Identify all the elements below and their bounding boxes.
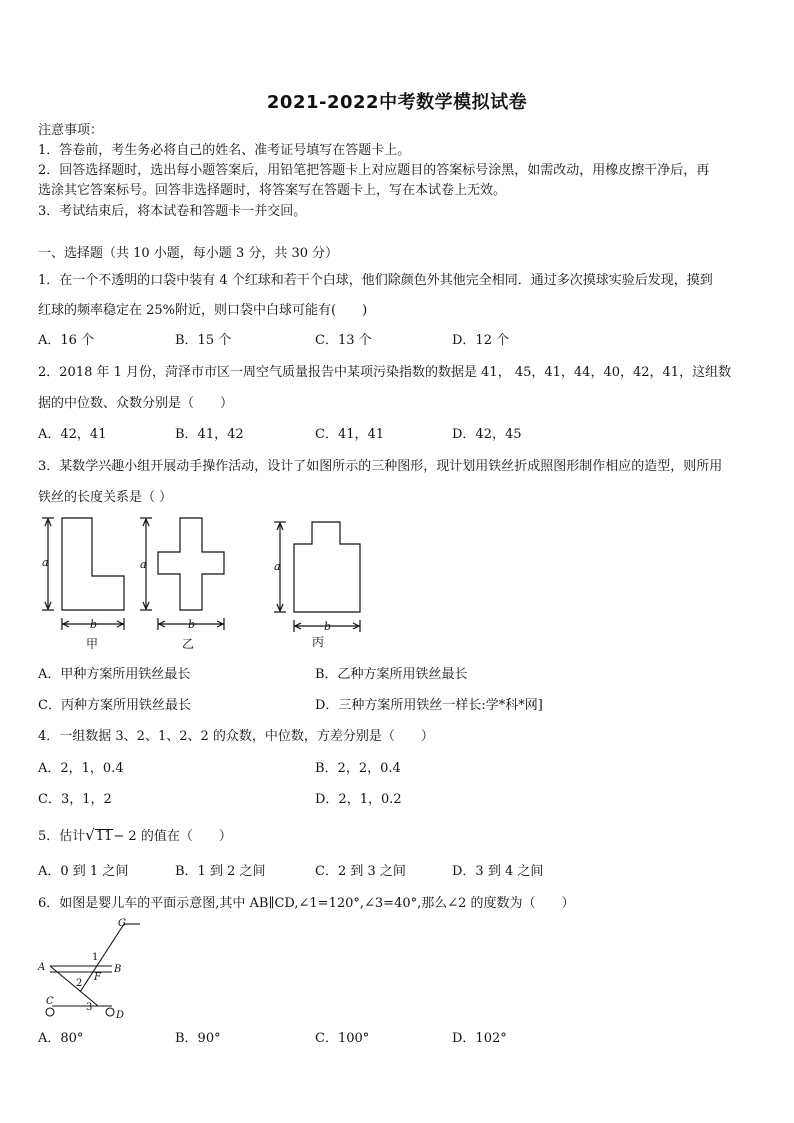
q4-option-d: D．2，1，0.2 [315, 792, 402, 807]
notice-heading: 注意事项： [38, 123, 104, 138]
q5-suffix: − 2 的值在（ ） [113, 829, 232, 844]
q3-option-a: A．甲种方案所用铁丝最长 [38, 667, 191, 682]
q1-stem-1: 1．在一个不透明的口袋中装有 4 个红球和若干个白球，他们除颜色外其他完全相同．通过多次摸球实验后发现，摸到 [38, 273, 713, 288]
q4-option-c: C．3，1，2 [38, 792, 112, 807]
q6-label-g: G [118, 918, 126, 929]
notice-item-2: 2．回答选择题时，选出每小题答案后，用铅笔把答题卡上对应题目的答案标号涂黑，如需改动，用橡皮擦干净后，再 [38, 163, 710, 178]
q3-name-bing: 丙 [312, 635, 325, 649]
q6-option-c: C．100° [315, 1031, 370, 1046]
q5-option-a: A．0 到 1 之间 [38, 864, 129, 879]
q2-stem-1: 2．2018 年 1 月份，菏泽市市区一周空气质量报告中某项污染指数的数据是 41， 45，41，44，40，42，41，这组数 [38, 365, 732, 380]
q6-label-a: A [38, 962, 46, 973]
q6-angle-1: 1 [92, 952, 99, 963]
q2-stem-2: 据的中位数、众数分别是（ ） [38, 396, 234, 411]
q2-option-a: A．42，41 [38, 427, 107, 442]
section-title: 一、选择题（共 10 小题，每小题 3 分，共 30 分） [38, 246, 339, 261]
q3-stem-2: 铁丝的长度关系是（ ） [38, 490, 173, 505]
shape-yi [158, 518, 224, 610]
page-title: 2021-2022中考数学模拟试卷 [266, 92, 528, 113]
q3-wire-shapes-figure [38, 512, 378, 654]
q3-option-b: B．乙种方案所用铁丝最长 [315, 667, 468, 682]
q5-option-d: D．3 到 4 之间 [452, 864, 544, 879]
q5-stem [38, 826, 232, 846]
q1-option-a: A．16 个 [38, 333, 95, 348]
q3-label-a-bing: a [274, 560, 281, 573]
q3-option-c: C．丙种方案所用铁丝最长 [38, 698, 191, 713]
q5-radicand: 11 [95, 829, 113, 844]
q3-label-a-jia: a [42, 556, 49, 569]
q6-option-d: D．102° [452, 1031, 507, 1046]
sqrt-icon: √ [85, 826, 95, 844]
q2-option-d: D．42，45 [452, 427, 522, 442]
q4-stem: 4．一组数据 3、2、1、2、2 的众数，中位数，方差分别是（ ） [38, 729, 434, 744]
q4-option-b: B．2，2，0.4 [315, 761, 401, 776]
q3-name-yi: 乙 [182, 637, 195, 651]
notice-item-2-cont: 选涂其它答案标号。回答非选择题时，将答案写在答题卡上，写在本试卷上无效。 [38, 183, 507, 198]
q3-stem-1: 3．某数学兴趣小组开展动手操作活动，设计了如图所示的三种图形，现计划用铁丝折成照图形制作相应的造型，则所用 [38, 459, 723, 474]
q6-option-b: B．90° [175, 1031, 221, 1046]
q6-angle-3: 3 [86, 1002, 93, 1013]
q6-stem: 6．如图是婴儿车的平面示意图,其中 AB∥CD,∠1=120°,∠3=40°,那么∠2 的度数为（ ） [38, 896, 575, 911]
q5-option-c: C．2 到 3 之间 [315, 864, 406, 879]
notice-item-3: 3．考试结束后，将本试卷和答题卡一并交回。 [38, 204, 307, 219]
q1-option-c: C．13 个 [315, 333, 372, 348]
notice-item-1: 1．答卷前，考生务必将自己的姓名、准考证号填写在答题卡上。 [38, 143, 411, 158]
q1-option-b: B．15 个 [175, 333, 232, 348]
q3-label-b-jia: b [90, 618, 98, 631]
q3-name-jia: 甲 [86, 637, 99, 651]
q6-label-f: F [94, 972, 101, 983]
q3-label-a-yi: a [140, 558, 147, 571]
q5-option-b: B．1 到 2 之间 [175, 864, 266, 879]
q3-option-d: D．三种方案所用铁丝一样长:学*科*网] [315, 698, 543, 713]
q1-option-d: D．12 个 [452, 333, 510, 348]
q3-label-b-yi: b [188, 618, 196, 631]
q5-prefix: 5．估计 [38, 829, 86, 844]
q6-label-b: B [114, 964, 122, 975]
q1-stem-2: 红球的频率稳定在 25%附近，则口袋中白球可能有( ) [38, 303, 368, 318]
q4-option-a: A．2，1，0.4 [38, 761, 124, 776]
q6-label-d: D [116, 1010, 125, 1021]
shape-jia [62, 518, 124, 610]
q6-label-c: C [46, 996, 54, 1007]
shape-bing [294, 522, 360, 612]
q6-angle-2: 2 [76, 978, 83, 989]
q3-label-b-bing: b [324, 620, 332, 633]
q6-stroller-figure [36, 914, 156, 1024]
q2-option-b: B．41，42 [175, 427, 244, 442]
q2-option-c: C．41，41 [315, 427, 385, 442]
q6-option-a: A．80° [38, 1031, 84, 1046]
